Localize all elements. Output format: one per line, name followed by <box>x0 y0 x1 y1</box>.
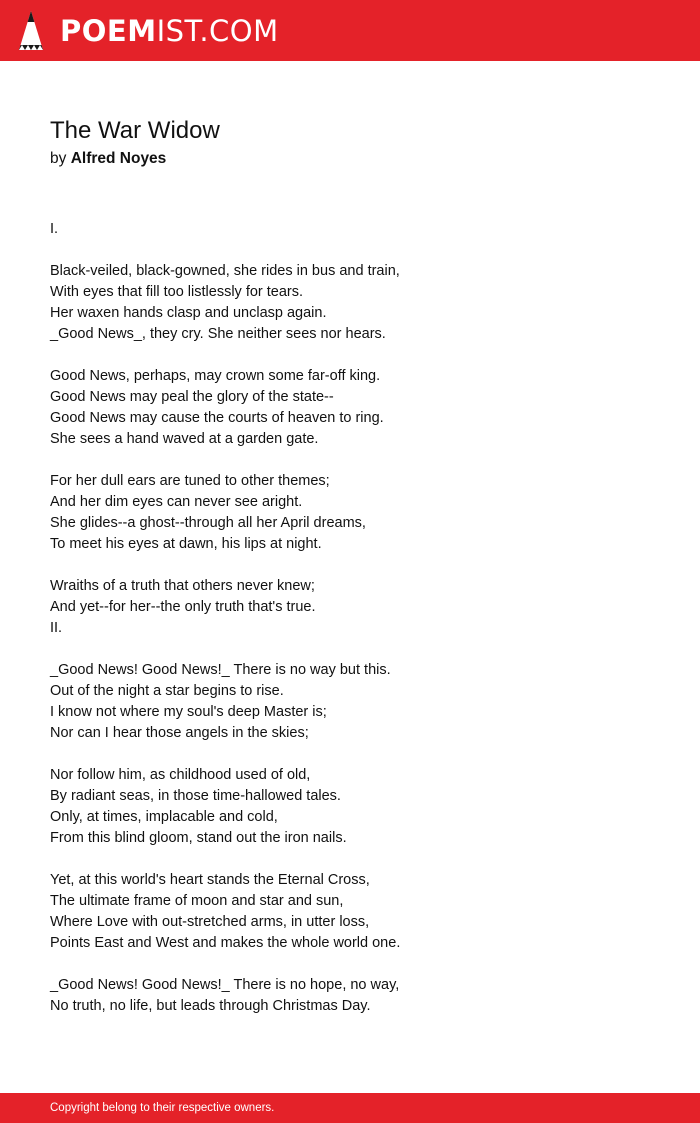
poem-line: Where Love with out-stretched arms, in utter loss, <box>50 914 370 930</box>
stanza-break <box>50 555 650 576</box>
poem-line: Wraiths of a truth that others never knew; <box>50 578 315 594</box>
poem-line: And her dim eyes can never see aright. <box>50 494 303 510</box>
poem-line: Good News may peal the glory of the state-- <box>50 389 334 405</box>
poem-line: No truth, no life, but leads through Christmas Day. <box>50 998 371 1014</box>
poem-line: _Good News! Good News!_ There is no hope, no way, <box>50 977 400 993</box>
poem-line: Out of the night a star begins to rise. <box>50 683 284 699</box>
poem-title: The War Widow <box>50 117 220 144</box>
poem-line: By radiant seas, in those time-hallowed tales. <box>50 788 341 804</box>
poem-line: And yet--for her--the only truth that's true. <box>50 599 316 615</box>
pencil-icon <box>18 10 44 52</box>
poem-line: Black-veiled, black-gowned, she rides in bus and train, <box>50 263 400 279</box>
poem-line: To meet his eyes at dawn, his lips at night. <box>50 536 322 552</box>
poem-line: I. <box>50 221 59 237</box>
poem-line: She glides--a ghost--through all her April dreams, <box>50 515 366 531</box>
poem-line: Good News, perhaps, may crown some far-off king. <box>50 368 381 384</box>
copyright-text: Copyright belong to their respective owners. <box>50 1102 275 1114</box>
stanza-break <box>50 450 650 471</box>
footer-bar <box>0 1093 700 1123</box>
poem-line: II. <box>50 620 63 636</box>
poem-byline <box>50 149 650 169</box>
poem-line: Yet, at this world's heart stands the Eternal Cross, <box>50 872 370 888</box>
poem-line: Nor follow him, as childhood used of old, <box>50 767 311 783</box>
stanza-break <box>50 744 650 765</box>
stanza-break <box>50 345 650 366</box>
poem-header <box>50 116 650 169</box>
poem-line: Only, at times, implacable and cold, <box>50 809 278 825</box>
by-label: by <box>50 150 67 167</box>
brand-light: IST.COM <box>156 13 279 48</box>
poem-line: Good News may cause the courts of heaven to ring. <box>50 410 384 426</box>
home-logo-link[interactable] <box>18 9 279 53</box>
stanza-break <box>50 849 650 870</box>
poem-line: For her dull ears are tuned to other themes; <box>50 473 330 489</box>
poem-line: The ultimate frame of moon and star and sun, <box>50 893 344 909</box>
poem-line: With eyes that fill too listlessly for tears. <box>50 284 304 300</box>
top-bar <box>0 0 700 61</box>
stanza-break <box>50 639 650 660</box>
poem-line: _Good News_, they cry. She neither sees nor hears. <box>50 326 386 342</box>
author-name: Alfred Noyes <box>70 150 167 167</box>
poem-line: _Good News! Good News!_ There is no way but this. <box>50 662 391 678</box>
poem-line: Points East and West and makes the whole world one. <box>50 935 401 951</box>
poem-body <box>50 219 650 1017</box>
brand-wordmark <box>60 13 279 48</box>
poem-line: From this blind gloom, stand out the iron nails. <box>50 830 347 846</box>
poem-line: Her waxen hands clasp and unclasp again. <box>50 305 327 321</box>
poem-line: She sees a hand waved at a garden gate. <box>50 431 319 447</box>
stanza-break <box>50 954 650 975</box>
poem-line: I know not where my soul's deep Master is; <box>50 704 327 720</box>
poem-line: Nor can I hear those angels in the skies; <box>50 725 309 741</box>
stanza-break <box>50 240 650 261</box>
brand-strong: POEM <box>60 13 157 48</box>
